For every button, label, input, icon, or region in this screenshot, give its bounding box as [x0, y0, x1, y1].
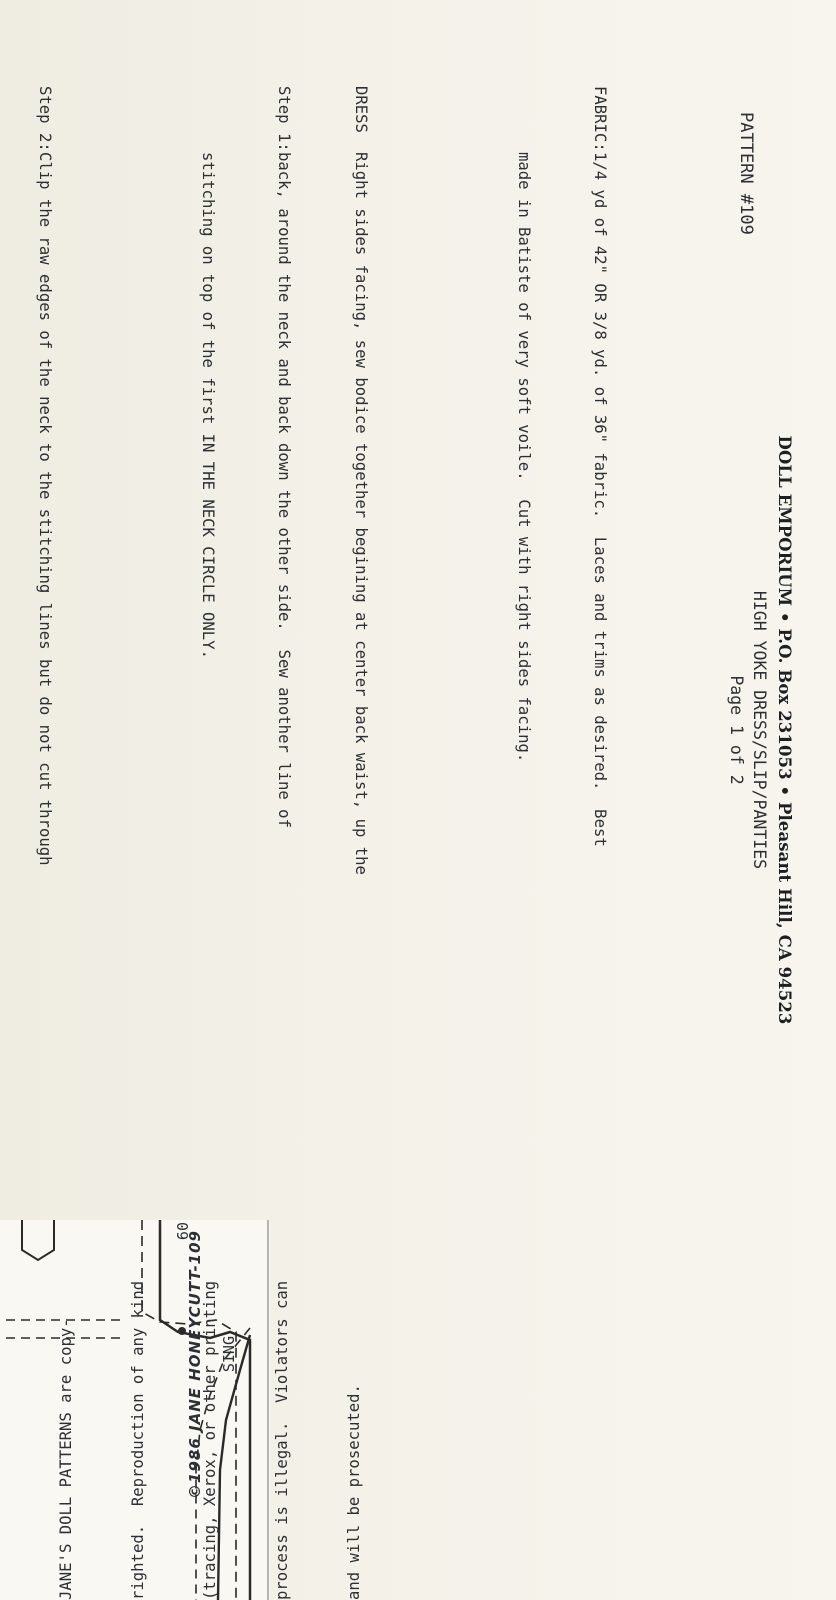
handwritten-copyright: ©1986 JANE HONEYCUTT-109 — [186, 1230, 204, 1499]
fabric-line-1 — [587, 86, 613, 1316]
dress-heading-row — [348, 86, 374, 1316]
step1-text-3: stitching on top of the first IN THE NECK CIRCLE ONLY. — [199, 152, 217, 659]
page-number: Page 1 of 2 — [727, 675, 746, 785]
copyright-line-1: JANE'S DOLL PATTERNS are copy- — [57, 1318, 75, 1600]
dress-label: DRESS — [352, 86, 370, 133]
pattern-number: PATTERN #109 — [736, 112, 756, 235]
step1-text-2: back, around the neck and back down the other side. Sew another line of — [275, 152, 294, 828]
company-address: DOLL EMPORIUM • P.O. Box 231053 • Pleasant Hill, CA 94523 — [775, 435, 794, 1025]
fabric-text-1: 1/4 yd of 42" OR 3/8 yd. of 36" fabric. Laces and trims as desired. Best — [591, 152, 610, 847]
step1-line-2 — [271, 86, 297, 1316]
step1-text-1: Right sides facing, sew bodice together begining at center back waist, up the — [352, 152, 370, 875]
copyright-notice — [6, 1250, 414, 1600]
fabric-text-2: made in Batiste of very soft voile. Cut with right sides facing. — [515, 152, 533, 763]
step2-text-1: Clip the raw edges of the neck to the stitching lines but do not cut through — [36, 152, 54, 866]
instructions — [0, 86, 689, 1316]
fabric-line-2 — [511, 86, 537, 1316]
fabric-label: FABRIC: — [591, 86, 610, 152]
step1-line-3 — [195, 86, 221, 1316]
pattern-title: HIGH YOKE DRESS/SLIP/PANTIES — [750, 590, 769, 870]
step1-label: Step 1: — [275, 86, 294, 152]
step2-line-1 — [32, 86, 58, 1316]
copyright-line-5: and will be prosecuted. — [345, 1384, 363, 1600]
pattern-number-mark: 60 — [174, 1222, 192, 1241]
copyright-line-2: righted. Reproduction of any kind — [129, 1280, 147, 1600]
pattern-piece-label: SING — [220, 1336, 238, 1373]
copyright-line-3: (tracing, Xerox, or other printing — [201, 1280, 219, 1600]
step2-label: Step 2: — [36, 86, 54, 152]
copyright-line-4: process is illegal. Violators can — [273, 1280, 291, 1600]
